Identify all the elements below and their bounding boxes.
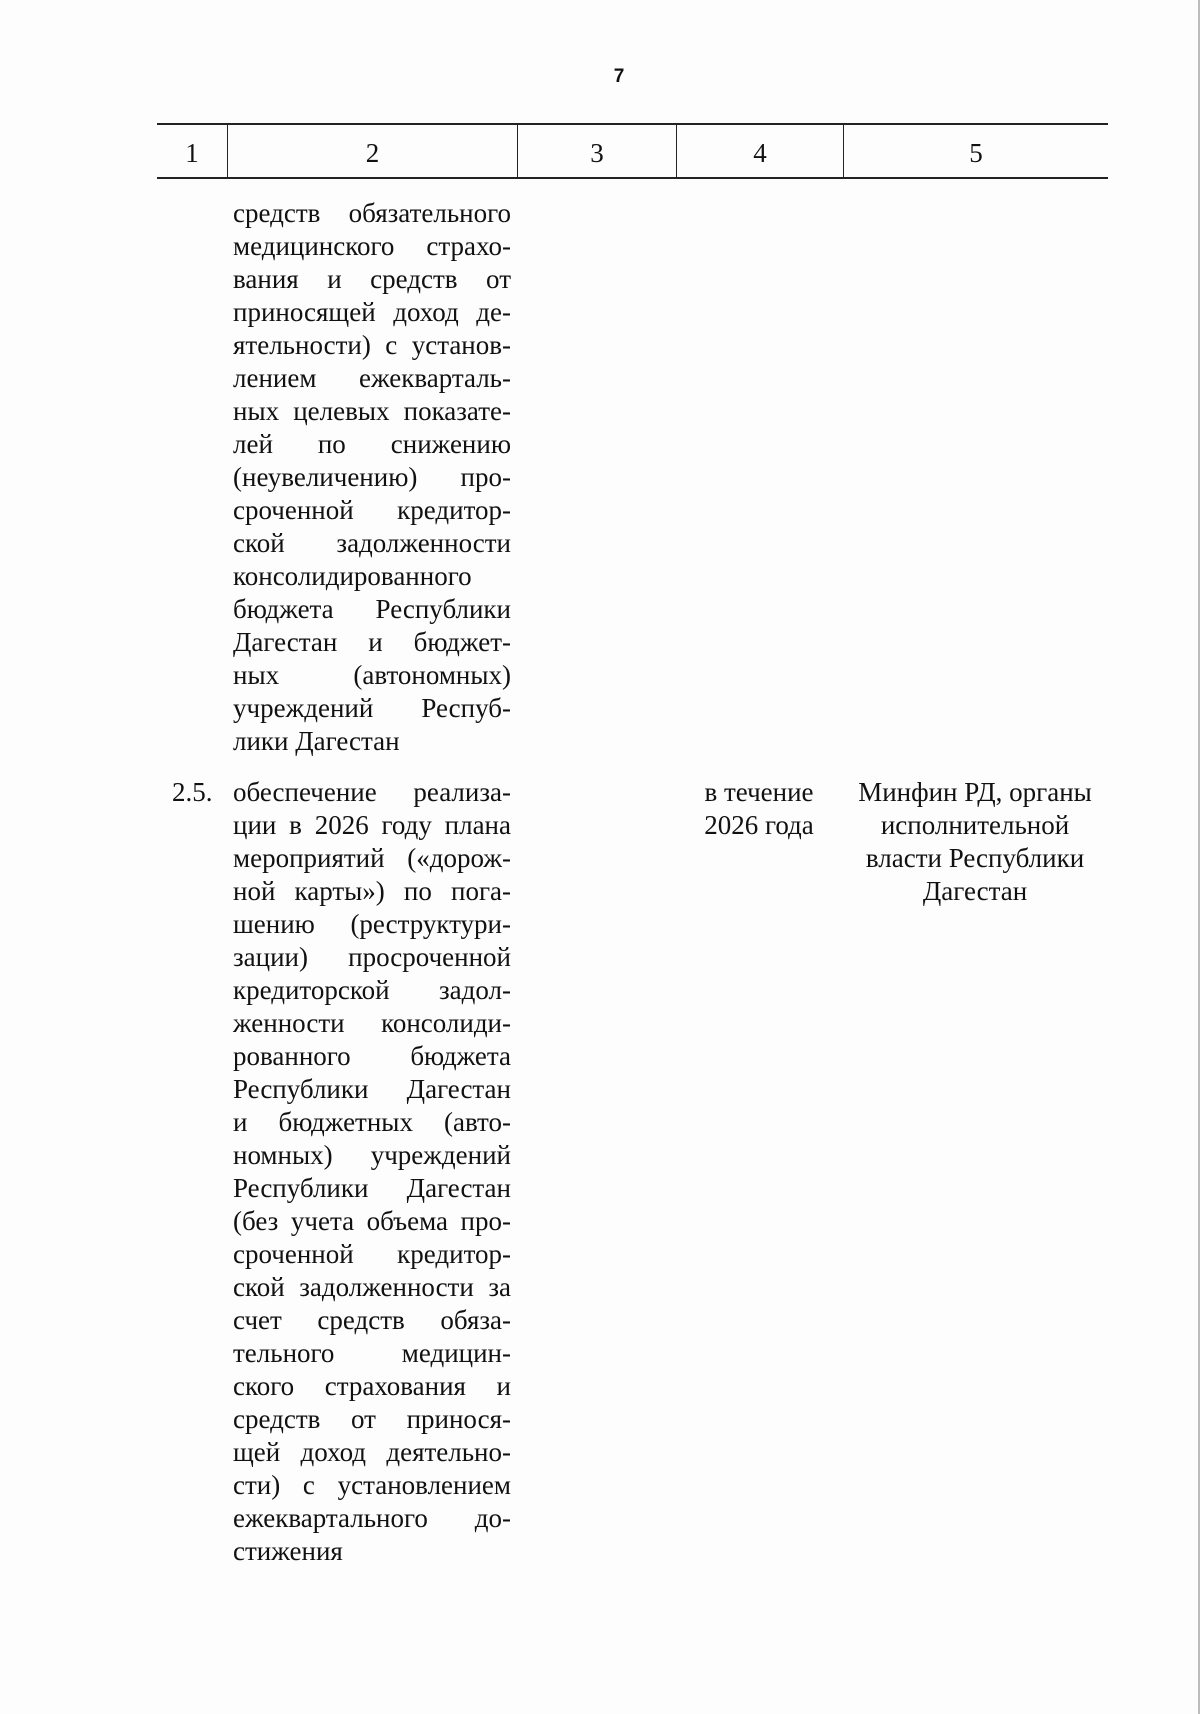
text-line: Республики Дагестан bbox=[233, 1173, 511, 1203]
text-line: стижения bbox=[233, 1536, 343, 1566]
text-line: Минфин РД, органы bbox=[858, 777, 1092, 807]
text-line: исполнительной bbox=[880, 810, 1070, 840]
text-line: средств от принося- bbox=[233, 1404, 511, 1434]
text-line: (неувеличению) про- bbox=[233, 462, 511, 492]
text-line: Республики Дагестан bbox=[233, 1074, 511, 1104]
text-line: ции в 2026 году плана bbox=[233, 810, 511, 840]
column-header-1: 1 bbox=[185, 138, 199, 168]
text-line: сроченной кредитор- bbox=[233, 495, 511, 525]
table-header-top-rule bbox=[157, 123, 1108, 125]
row-number: 2.5. bbox=[172, 777, 213, 807]
text-line: номных) учреждений bbox=[233, 1140, 511, 1170]
text-line: женности консолиди- bbox=[233, 1008, 511, 1038]
text-line: власти Республики bbox=[865, 843, 1085, 873]
text-line: ской задолженности за bbox=[233, 1272, 511, 1302]
text-line: ского страхования и bbox=[233, 1371, 511, 1401]
text-line: ных целевых показате- bbox=[233, 396, 511, 426]
column-header-4: 4 bbox=[753, 138, 767, 168]
text-line: учреждений Респуб- bbox=[233, 693, 511, 723]
text-line: рованного бюджета bbox=[233, 1041, 511, 1071]
text-line: Дагестан и бюджет- bbox=[233, 627, 511, 657]
text-line: Дагестан bbox=[922, 876, 1028, 906]
row-period bbox=[684, 776, 834, 842]
text-line: лики Дагестан bbox=[233, 726, 400, 756]
text-line: сроченной кредитор- bbox=[233, 1239, 511, 1269]
column-header-2: 2 bbox=[365, 138, 380, 168]
text-line: ежеквартального до- bbox=[233, 1503, 511, 1533]
text-line: медицинского страхо- bbox=[233, 231, 511, 261]
text-line: ной карты») по пога- bbox=[233, 876, 511, 906]
text-line: тельного медицин- bbox=[233, 1338, 511, 1368]
text-line: кредиторской задол- bbox=[233, 975, 511, 1005]
text-line: счет средств обяза- bbox=[233, 1305, 511, 1335]
text-line: в течение bbox=[704, 777, 814, 807]
row-description bbox=[233, 776, 511, 1568]
text-line: лением ежекварталь- bbox=[233, 363, 511, 393]
text-line: шению (реструктури- bbox=[233, 909, 511, 939]
page-number: 7 bbox=[613, 66, 625, 87]
text-line: ской задолженности bbox=[233, 528, 511, 558]
text-line: и бюджетных (авто- bbox=[233, 1107, 511, 1137]
text-line: (без учета объема про- bbox=[233, 1206, 511, 1236]
text-line: 2026 года bbox=[704, 810, 814, 840]
text-line: щей доход деятельно- bbox=[233, 1437, 511, 1467]
text-line: ятельности) с установ- bbox=[233, 330, 511, 360]
text-line: обеспечение реализа- bbox=[233, 777, 511, 807]
text-line: лей по снижению bbox=[233, 429, 511, 459]
text-line: вания и средств от bbox=[233, 264, 511, 294]
column-header-5: 5 bbox=[969, 138, 983, 168]
continued-row-description bbox=[233, 197, 511, 758]
text-line: мероприятий («дорож- bbox=[233, 843, 511, 873]
column-header-3: 3 bbox=[590, 138, 604, 168]
text-line: консолидированного bbox=[233, 561, 472, 591]
text-line: бюджета Республики bbox=[233, 594, 511, 624]
text-line: средств обязательного bbox=[233, 198, 511, 228]
table-header-bottom-rule bbox=[157, 177, 1108, 179]
text-line: приносящей доход де- bbox=[233, 297, 511, 327]
row-responsible bbox=[845, 776, 1105, 908]
text-line: сти) с установлением bbox=[233, 1470, 511, 1500]
text-line: ных (автономных) bbox=[233, 660, 511, 690]
text-line: зации) просроченной bbox=[233, 942, 511, 972]
